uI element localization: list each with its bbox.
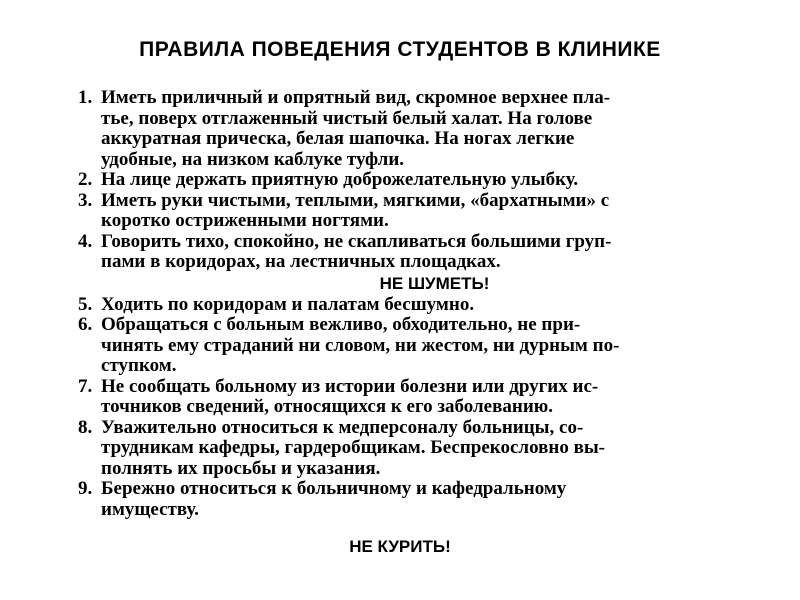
rule-line: Иметь приличный и опрятный вид, скромное верхнее пла- (101, 87, 611, 108)
rule-line: Уважительно относиться к медперсоналу больницы, со- (101, 416, 584, 438)
rule-text (101, 295, 768, 316)
rules-list (78, 88, 768, 520)
rule-number: 5. (78, 293, 93, 315)
rule-line: имуществу. (101, 498, 199, 520)
rule-1 (78, 88, 768, 170)
rule-text (101, 418, 768, 480)
rule-number: 6. (78, 314, 93, 335)
rule-number: 4. (78, 230, 93, 252)
rule-line: точников сведений, относящихся к его заболеванию. (101, 396, 554, 417)
rule-8 (78, 418, 768, 480)
rule-number: 8. (78, 416, 93, 438)
callout-no-smoking: НЕ КУРИТЬ! (349, 537, 451, 556)
rule-line: Бережно относиться к больничному и кафедральному (101, 478, 567, 499)
callout-no-noise: НЕ ШУМЕТЬ! (379, 273, 490, 293)
rule-text (101, 315, 768, 377)
rule-9 (78, 479, 768, 520)
rule-4 (78, 232, 768, 273)
rule-text (101, 170, 768, 191)
rule-line: Не сообщать больному из истории болезни или других ис- (101, 375, 599, 397)
rule-number: 7. (78, 375, 93, 397)
rule-5 (78, 295, 768, 316)
rule-line: полнять их просьбы и указания. (101, 457, 381, 479)
rule-line: удобные, на низком каблуке туфли. (101, 148, 405, 170)
rule-text (101, 377, 768, 418)
rule-line: Говорить тихо, спокойно, не скапливаться большими груп- (101, 230, 612, 252)
rule-3 (78, 191, 768, 232)
rule-number: 2. (78, 169, 93, 190)
rule-line: чинять ему страданий ни словом, ни жестом, ни дурным по- (101, 334, 620, 356)
document-title: ПРАВИЛА ПОВЕДЕНИЯ СТУДЕНТОВ В КЛИНИКЕ (139, 38, 661, 61)
rule-line: тье, поверх отглаженный чистый белый халат. На голове (101, 107, 593, 129)
rule-7 (78, 377, 768, 418)
rule-line: коротко остриженными ногтями. (101, 210, 389, 231)
rule-text (101, 191, 768, 232)
rule-number: 1. (78, 87, 93, 108)
rule-line: аккуратная прическа, белая шапочка. На ногах легкие (101, 128, 575, 149)
rule-text (101, 88, 768, 170)
rule-text (101, 479, 768, 520)
rule-number: 9. (78, 478, 93, 499)
rule-line: Обращаться с больным вежливо, обходительно, не при- (101, 314, 581, 335)
rule-line: трудникам кафедры, гардеробщикам. Беспрекословно вы- (101, 437, 605, 458)
rule-line: Иметь руки чистыми, теплыми, мягкими, «бархатными» с (101, 189, 610, 211)
rule-line: На лице держать приятную доброжелательную улыбку. (101, 169, 579, 190)
rule-number: 3. (78, 189, 93, 211)
rule-text (101, 232, 768, 273)
rule-line: Ходить по коридорам и палатам бесшумно. (101, 293, 475, 315)
rule-6 (78, 315, 768, 377)
rule-2 (78, 170, 768, 191)
rule-line: пами в коридорах, на лестничных площадках. (101, 251, 501, 272)
rule-line: ступком. (101, 355, 177, 376)
